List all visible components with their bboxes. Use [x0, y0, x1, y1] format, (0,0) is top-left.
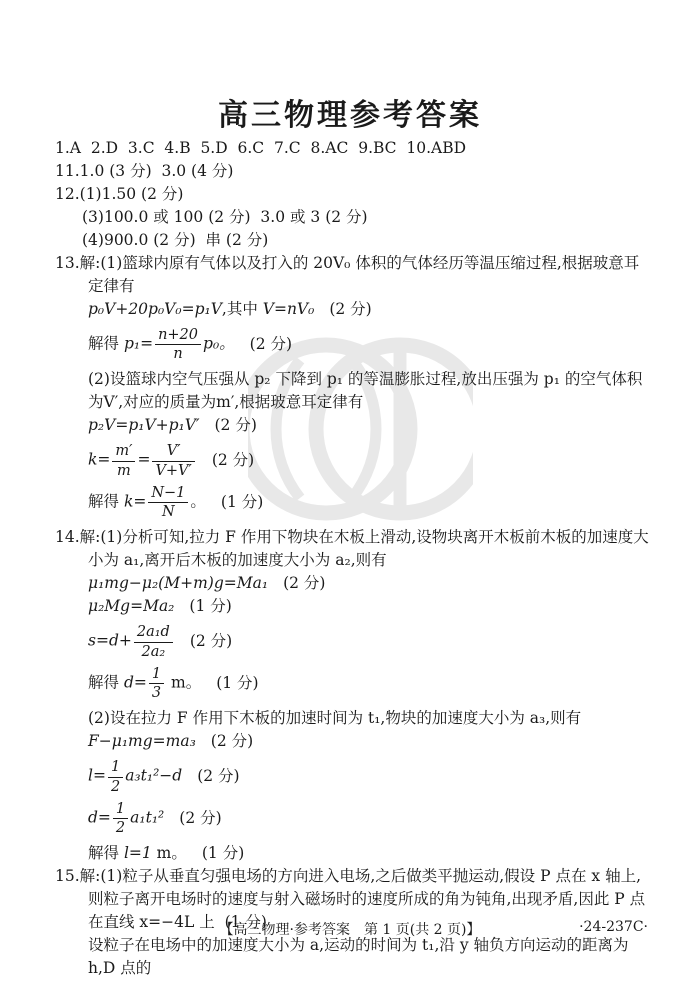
- score-label: (2 分): [249, 334, 293, 353]
- q15-line-2: 设粒子在电场中的加速度大小为 a,运动的时间为 t₁,沿 y 轴负方向运动的距离为 h,D 点的: [88, 936, 634, 978]
- formula: k=: [123, 492, 147, 511]
- formula: s=d+: [88, 632, 132, 651]
- period: 。: [190, 492, 206, 511]
- solve-prefix: 解得: [88, 492, 124, 511]
- fraction-denominator: N: [162, 504, 175, 521]
- q13-equation-3: [88, 443, 651, 478]
- q13-solve-1: [88, 327, 651, 362]
- formula: p₀。: [203, 334, 235, 353]
- fraction-denominator: 2: [115, 820, 126, 837]
- fraction-denominator: V+V′: [155, 462, 192, 479]
- formula: μ₂Mg=Ma₂: [88, 597, 175, 616]
- q14-solve-2: [88, 842, 651, 865]
- solve-prefix: 解得: [88, 673, 124, 692]
- q14-equation-2: [88, 595, 651, 618]
- answer-12-4: (4)900.0 (2 分) 串 (2 分): [82, 231, 269, 249]
- page-title: 高三物理参考答案: [218, 98, 482, 134]
- formula: d=: [88, 808, 111, 827]
- fraction-numerator: V′: [152, 443, 194, 461]
- fraction-numerator: 1: [149, 666, 164, 684]
- question-13-solution: [55, 252, 651, 520]
- answer-11: 11.1.0 (3 分) 3.0 (4 分): [55, 162, 234, 180]
- formula: l=: [88, 767, 106, 786]
- fraction: [112, 443, 135, 478]
- fraction: [113, 801, 128, 836]
- q13-intro: 13.解:(1)篮球内原有气体以及打入的 20V₀ 体积的气体经历等温压缩过程,根据玻意耳定律有: [55, 254, 640, 295]
- formula: d=: [123, 673, 147, 692]
- q13-intro-2: (2)设篮球内空气压强从 p₂ 下降到 p₁ 的等温膨胀过程,放出压强为 p₁ 的空气体积为V′,对应的质量为m′,根据玻意耳定律有: [88, 370, 643, 412]
- fraction-denominator: m: [117, 462, 131, 479]
- equals-sign: =: [137, 451, 151, 470]
- footer-paper-code: ·24-237C·: [579, 919, 648, 935]
- formula: k=: [88, 451, 111, 470]
- score-label: (2 分): [211, 451, 255, 470]
- unit-label: m。: [166, 673, 202, 692]
- formula: a₁t₁²: [130, 808, 165, 827]
- q14-equation-3: [88, 624, 651, 659]
- q14-equation-4: [88, 730, 651, 753]
- question-14-solution: [55, 526, 651, 865]
- document-body: [55, 137, 651, 980]
- score-label: (1 分): [220, 492, 264, 511]
- fraction-numerator: 1: [108, 759, 123, 777]
- q14-equation-6: [88, 801, 651, 836]
- objective-answers: 1.A 2.D 3.C 4.B 5.D 6.C 7.C 8.AC 9.BC 10.ABD: [55, 139, 467, 157]
- solve-prefix: 解得: [88, 844, 124, 863]
- q14-intro: 14.解:(1)分析可知,拉力 F 作用下物块在木板上滑动,设物块离开木板前木板的加速度大小为 a₁,离开后木板的加速度大小为 a₂,则有: [55, 528, 649, 570]
- q14-solve-1: [88, 666, 651, 701]
- fraction-numerator: 1: [113, 801, 128, 819]
- fraction: [152, 443, 194, 478]
- fraction: [155, 327, 201, 362]
- q15-intro: 15.解:(1)粒子从垂直匀强电场的方向进入电场,之后做类平抛运动,假设 P 点在 x 轴上,则粒子离开电场时的速度与射入磁场时的速度所成的角为钝角,出现矛盾,因此 P 点在直线 x=−4L 上 (1 分): [55, 867, 646, 932]
- q14-intro-2: (2)设在拉力 F 作用下木板的加速时间为 t₁,物块的加速度大小为 a₃,则有: [88, 709, 582, 728]
- score-label: (1 分): [189, 597, 232, 616]
- page-footer: [0, 919, 700, 939]
- q13-solve-2: [88, 485, 651, 520]
- formula: p₂V=p₁V+p₁V′: [88, 416, 200, 435]
- q13-equation-2: [88, 414, 651, 437]
- formula: a₃t₁²−d: [125, 767, 183, 786]
- score-label: (2 分): [179, 808, 222, 827]
- answer-12-block: [55, 183, 651, 252]
- score-label: (2 分): [189, 632, 233, 651]
- formula: μ₁mg−μ₂(M+m)g=Ma₁: [88, 574, 269, 593]
- fraction-denominator: 2a₂: [141, 643, 166, 660]
- score-label: (1 分): [216, 673, 259, 692]
- fraction-denominator: 3: [151, 685, 162, 702]
- score-label: (2 分): [210, 732, 254, 751]
- fraction-numerator: m′: [112, 443, 135, 461]
- score-label: (2 分): [329, 300, 372, 318]
- unit-label: m。: [151, 844, 187, 863]
- score-label: (2 分): [214, 416, 257, 435]
- formula: p₀V+20p₀V₀=p₁V: [88, 300, 222, 318]
- fraction: [149, 666, 164, 701]
- fraction: [134, 624, 173, 659]
- formula: p₁=: [123, 334, 154, 353]
- formula: V=nV₀: [262, 300, 315, 318]
- fraction-numerator: 2a₁d: [134, 624, 173, 642]
- solve-prefix: 解得: [88, 334, 124, 353]
- fraction-denominator: 2: [110, 778, 121, 795]
- formula: F−μ₁mg=ma₃: [88, 732, 196, 751]
- fraction-denominator: n: [173, 346, 183, 363]
- q13-equation-1: [88, 298, 651, 321]
- answer-12-1: 12.(1)1.50 (2 分): [55, 185, 184, 203]
- answer-12-3: (3)100.0 或 100 (2 分) 3.0 或 3 (2 分): [82, 208, 368, 226]
- score-label: (2 分): [197, 767, 240, 786]
- score-label: (2 分): [283, 574, 326, 593]
- q14-equation-1: [88, 572, 651, 595]
- formula: l=1: [123, 844, 152, 863]
- formula-text: ,其中: [221, 300, 263, 318]
- fraction-numerator: N−1: [148, 485, 188, 503]
- q14-equation-5: [88, 759, 651, 794]
- footer-page-label: 【高三物理·参考答案 第 1 页(共 2 页)】: [219, 922, 481, 938]
- fraction: [148, 485, 188, 520]
- fraction-numerator: n+20: [155, 327, 201, 345]
- fraction: [108, 759, 123, 794]
- score-label: (1 分): [201, 844, 245, 863]
